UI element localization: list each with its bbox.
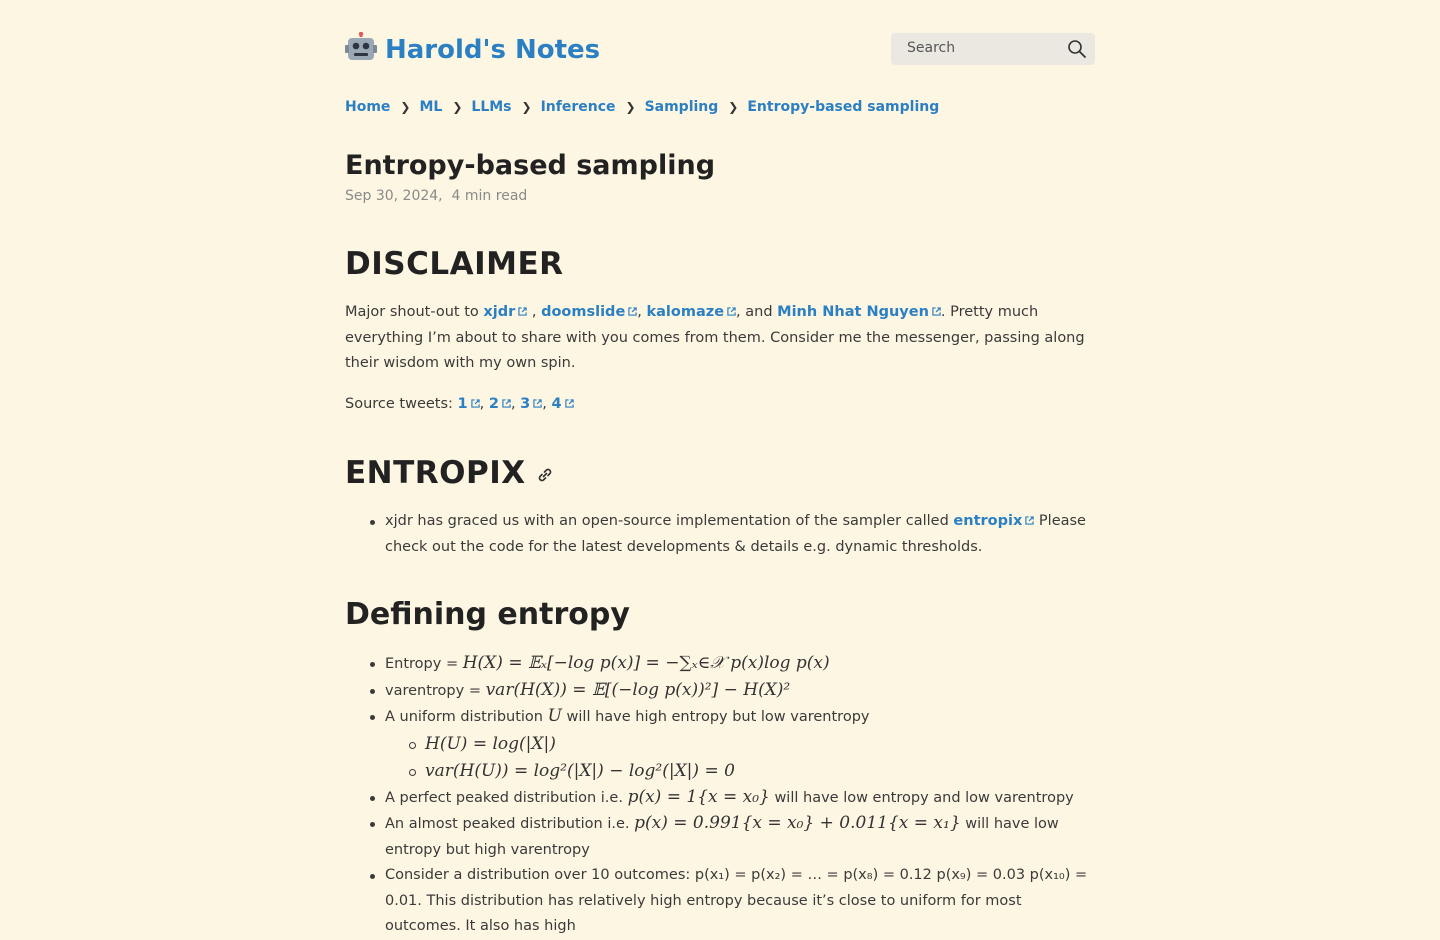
uniform-text-after: will have high entropy but low varentropy xyxy=(566,709,870,725)
list-item xyxy=(345,811,1095,863)
list-item xyxy=(385,758,1095,785)
entropy-definition-list xyxy=(345,651,1095,940)
disclaimer-and: and xyxy=(745,304,773,320)
link-entropix[interactable]: entropix xyxy=(953,513,1023,529)
breadcrumb-llms[interactable]: LLMs xyxy=(471,99,512,115)
entropy-label: Entropy = xyxy=(385,656,459,672)
site-title-text: Harold's Notes xyxy=(385,35,601,65)
varentropy-formula: var(H(X)) = 𝔼[(−log p(x))²] − H(X)² xyxy=(485,679,791,700)
consider-text: Consider a distribution over 10 outcomes: p(x₁) = p(x₂) = … = p(x₈) = 0.12 p(x₉) = 0.03 p(x₁₀) = 0.01. This distribution has relatively high entropy because it’s close to uniform for most outcomes. It also has high xyxy=(385,867,1088,934)
link-doomslide[interactable]: doomslide xyxy=(541,304,626,320)
defining-entropy-heading: Defining entropy xyxy=(345,597,630,632)
uniform-var: U xyxy=(547,706,562,726)
entropy-formula: H(X) = 𝔼ₓ[−log p(x)] = −∑ₓ∈𝒳 p(x)log p(x) xyxy=(462,653,830,673)
post-meta xyxy=(345,188,527,204)
page-title: Entropy-based sampling xyxy=(345,150,716,181)
uniform-varentropy-formula: var(H(U)) = log²(|X|) − log²(|X|) = 0 xyxy=(425,760,735,781)
list-item xyxy=(385,731,1095,758)
entropix-text-after: Please check out the code for the latest developments & details e.g. dynamic thresholds. xyxy=(385,513,1086,555)
tweet-link-3[interactable]: 3 xyxy=(520,396,531,412)
site-title-link[interactable] xyxy=(345,32,600,65)
site-header xyxy=(345,30,1095,70)
entropix-heading-text: ENTROPIX xyxy=(345,455,526,491)
breadcrumb-sampling[interactable]: Sampling xyxy=(644,99,719,115)
external-link-icon xyxy=(628,307,637,316)
breadcrumb-inference[interactable]: Inference xyxy=(540,99,616,115)
external-link-icon xyxy=(932,307,941,316)
tweet-link-2[interactable]: 2 xyxy=(488,396,499,412)
external-link-icon xyxy=(565,399,574,408)
breadcrumb-home[interactable]: Home xyxy=(345,99,391,115)
tweet-link-4[interactable]: 4 xyxy=(551,396,562,412)
external-link-icon xyxy=(502,399,511,408)
list-item xyxy=(345,651,1095,678)
chevron-right-icon: ❯ xyxy=(400,100,411,114)
link-minh-nhat-nguyen[interactable]: Minh Nhat Nguyen xyxy=(777,304,929,320)
almost-text-before: An almost peaked distribution i.e. xyxy=(385,816,630,832)
external-link-icon xyxy=(471,399,480,408)
breadcrumb-ml[interactable]: ML xyxy=(419,99,443,115)
uniform-entropy-formula: H(U) = log(|X|) xyxy=(425,733,556,754)
peaked-text-before: A perfect peaked distribution i.e. xyxy=(385,789,623,806)
external-link-icon xyxy=(518,307,527,316)
chevron-right-icon: ❯ xyxy=(521,100,532,114)
link-xjdr[interactable]: xjdr xyxy=(483,304,516,320)
source-tweets-label: Source tweets: xyxy=(345,396,453,412)
external-link-icon xyxy=(1025,516,1034,525)
list-item xyxy=(345,678,1095,705)
tweet-link-1[interactable]: 1 xyxy=(457,396,468,412)
external-link-icon xyxy=(533,399,542,408)
disclaimer-paragraph: Major shout-out to xjdr , doomslide , kalomaze , and Minh Nhat Nguyen . Pretty much everything I’m about to share with you comes from them. Consider me the messenger, passing along their wisdom with my own spin. xyxy=(345,304,1085,371)
list-item xyxy=(345,509,1095,560)
uniform-sublist xyxy=(385,731,1095,785)
breadcrumb xyxy=(345,99,939,115)
list-item xyxy=(345,863,1095,940)
chevron-right-icon: ❯ xyxy=(625,100,636,114)
search-box[interactable] xyxy=(891,33,1095,65)
entropix-text-before: xjdr has graced us with an open-source implementation of the sampler called xyxy=(385,513,949,529)
list-item xyxy=(345,704,1095,785)
uniform-text-before: A uniform distribution xyxy=(385,709,543,725)
list-item xyxy=(345,785,1095,812)
entropix-list xyxy=(345,509,1095,560)
varentropy-label: varentropy = xyxy=(385,682,481,699)
anchor-link-icon[interactable] xyxy=(536,466,554,484)
post-date: Sep 30, 2024, xyxy=(345,188,443,204)
entropix-heading xyxy=(345,455,554,491)
post-read-time: 4 min read xyxy=(451,188,528,204)
robot-icon xyxy=(345,32,377,62)
peaked-text-after: will have low entropy and low varentropy xyxy=(774,789,1074,806)
chevron-right-icon: ❯ xyxy=(728,100,739,114)
disclaimer-heading: DISCLAIMER xyxy=(345,246,564,282)
peaked-formula: p(x) = 1{x = x₀} xyxy=(627,786,770,807)
chevron-right-icon: ❯ xyxy=(452,100,463,114)
breadcrumb-current[interactable]: Entropy-based sampling xyxy=(747,99,940,115)
search-input[interactable]: Search xyxy=(907,40,956,56)
search-icon[interactable] xyxy=(1067,39,1087,59)
link-kalomaze[interactable]: kalomaze xyxy=(646,304,725,320)
almost-formula: p(x) = 0.991{x = x₀} + 0.011{x = x₁} xyxy=(634,813,961,833)
source-tweets: Source tweets: 1 , 2 , 3 , 4 xyxy=(345,392,1095,418)
almost-text-after: will have low entropy but high varentropy xyxy=(385,816,1059,858)
disclaimer-intro: Major shout-out to xyxy=(345,304,479,320)
external-link-icon xyxy=(727,307,736,316)
disclaimer-rest: . Pretty much everything I’m about to share with you comes from them. Consider me the messenger, passing along their wisdom with my own spin. xyxy=(345,304,1085,371)
